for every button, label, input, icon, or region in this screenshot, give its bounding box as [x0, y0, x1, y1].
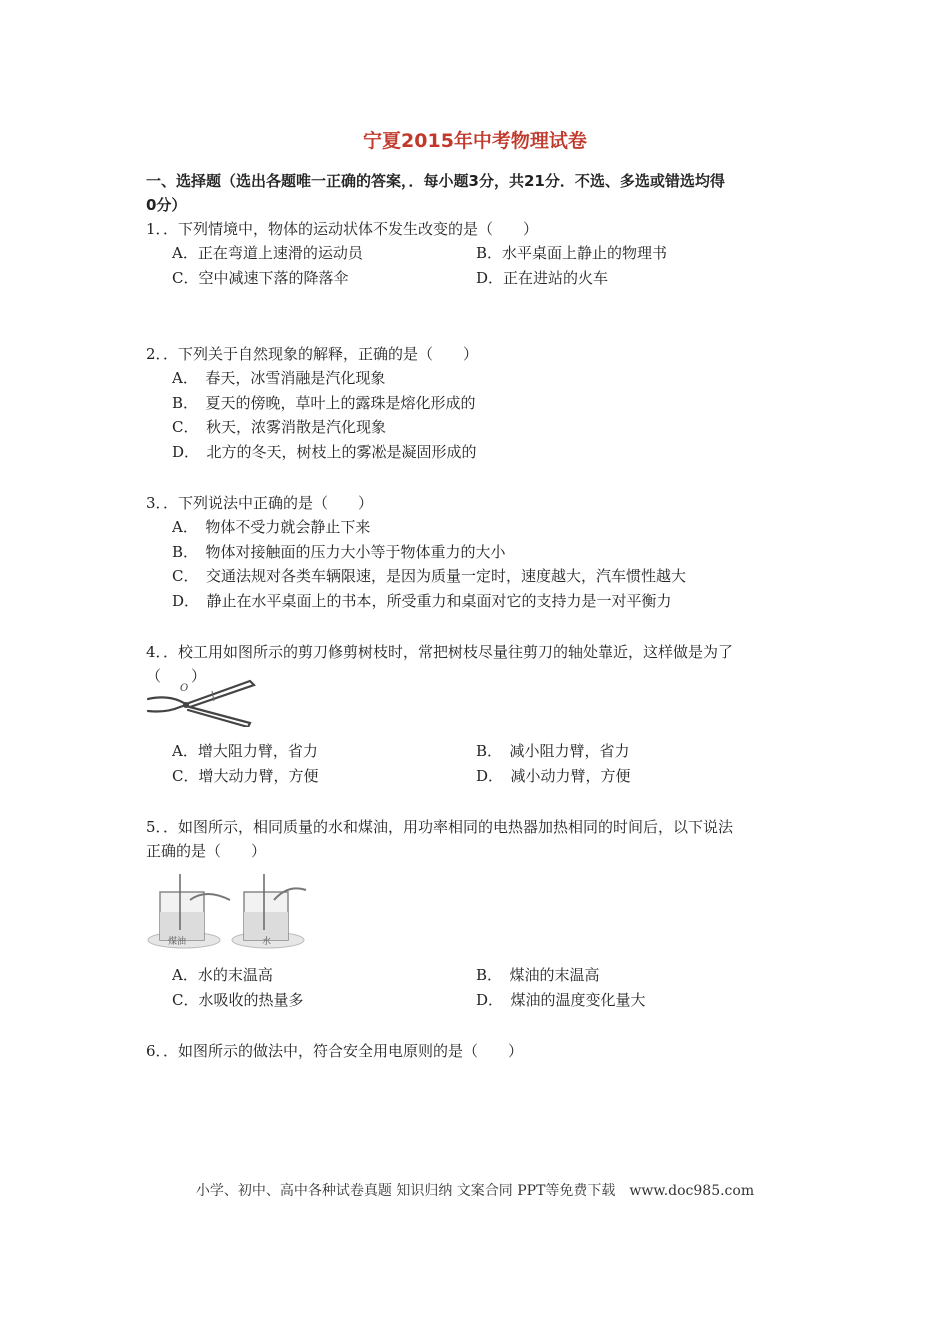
- question-5-option-b: B． 煤油的末温高: [476, 966, 600, 984]
- question-1-option-a: A．正在弯道上速滑的运动员: [172, 244, 363, 262]
- question-5-option-d: D． 煤油的温度变化量大: [476, 991, 646, 1009]
- question-4-option-c: C．增大动力臂，方便: [172, 767, 319, 785]
- question-3-option-c: C． 交通法规对各类车辆限速，是因为质量一定时，速度越大，汽车惯性越大: [172, 567, 686, 585]
- question-2-stem: 2．．下列关于自然现象的解释，正确的是（ ）: [146, 345, 479, 363]
- beakers-figure: [146, 870, 308, 950]
- question-4-stem-continued: （ ）: [146, 667, 207, 685]
- question-2-option-a: A． 春天，冰雪消融是汽化现象: [172, 369, 386, 387]
- pivot-label: O: [180, 683, 189, 694]
- question-5-stem-continued: 正确的是（ ）: [146, 842, 267, 860]
- question-5-option-c: C．水吸收的热量多: [172, 991, 304, 1009]
- question-3-option-d: D． 静止在水平桌面上的书本，所受重力和桌面对它的支持力是一对平衡力: [172, 592, 672, 610]
- question-1-option-d: D．正在进站的火车: [476, 269, 609, 287]
- question-2-option-b: B． 夏天的傍晚，草叶上的露珠是熔化形成的: [172, 394, 476, 412]
- section-heading-line2: 0分）: [146, 196, 187, 214]
- question-5-stem: 5．．如图所示，相同质量的水和煤油，用功率相同的电热器加热相同的时间后，以下说法: [146, 818, 734, 836]
- question-3-option-a: A． 物体不受力就会静止下来: [172, 518, 371, 536]
- section-heading-line1: 一、选择题（选出各题唯一正确的答案，．每小题3分，共21分．不选、多选或错选均得: [146, 172, 725, 190]
- question-4-option-b: B． 减小阻力臂，省力: [476, 742, 630, 760]
- water-label: 水: [262, 937, 272, 947]
- question-3-option-b: B． 物体对接触面的压力大小等于物体重力的大小: [172, 543, 506, 561]
- question-5-option-a: A．水的末温高: [172, 966, 273, 984]
- kerosene-label: 煤油: [168, 937, 187, 947]
- question-1-stem: 1．．下列情境中，物体的运动状体不发生改变的是（ ）: [146, 220, 539, 238]
- question-6-stem: 6．．如图所示的做法中，符合安全用电原则的是（ ）: [146, 1042, 524, 1060]
- question-4-option-d: D． 减小动力臂，方便: [476, 767, 631, 785]
- question-4-option-a: A．增大阻力臂，省力: [172, 742, 318, 760]
- question-2-option-d: D． 北方的冬天，树枝上的雾凇是凝固形成的: [172, 443, 477, 461]
- page-footer: 小学、初中、高中各种试卷真题 知识归纳 文案合同 PPT等免费下载 www.doc985.com: [195, 1183, 755, 1199]
- question-4-stem: 4．．校工用如图所示的剪刀修剪树枝时，常把树枝尽量往剪刀的轴处靠近，这样做是为了: [146, 643, 734, 661]
- scissors-figure: [146, 677, 258, 727]
- question-2-option-c: C． 秋天，浓雾消散是汽化现象: [172, 418, 386, 436]
- question-1-option-c: C．空中减速下落的降落伞: [172, 269, 349, 287]
- page-title: 宁夏2015年中考物理试卷: [363, 130, 587, 152]
- question-1-option-b: B．水平桌面上静止的物理书: [476, 244, 668, 262]
- question-3-stem: 3．．下列说法中正确的是（ ）: [146, 494, 374, 512]
